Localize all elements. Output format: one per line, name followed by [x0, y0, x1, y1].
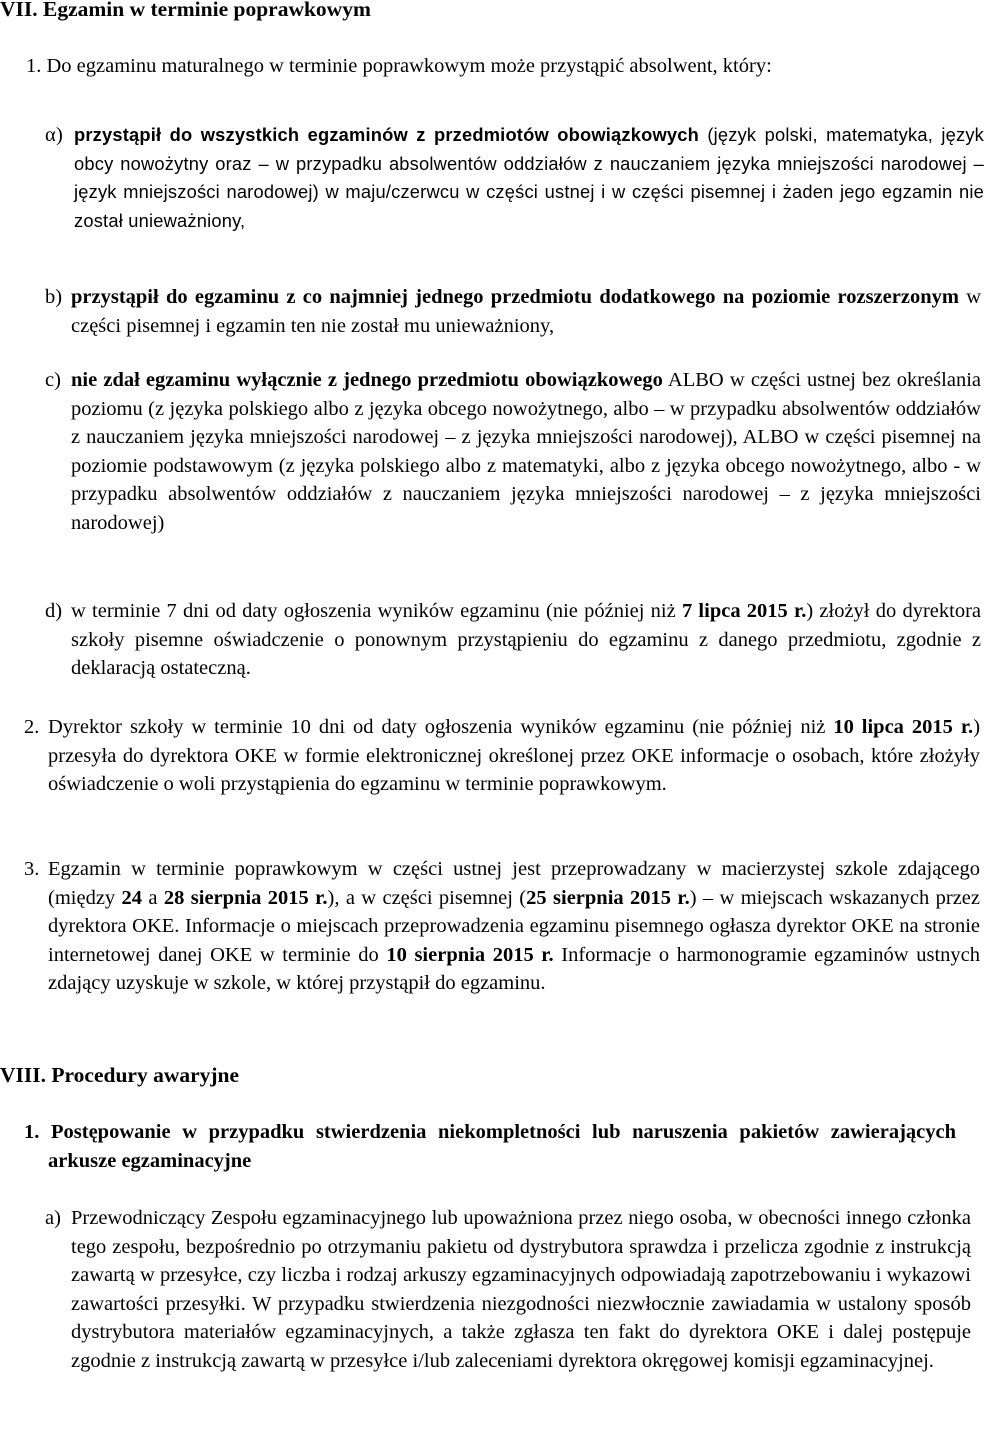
- condition-text: ) złożył do dyrektora szkoły pisemne oświadczenie o ponownym przystąpieniu do egzaminu z danego przedmiotu, zgodnie z deklaracją ostateczną.: [71, 600, 981, 680]
- exam-date: 25 sierpnia 2015 r.: [526, 886, 690, 909]
- section-7-title: VII. Egzamin w terminie poprawkowym: [0, 0, 371, 21]
- point-text: ), a w części pisemnej (: [327, 886, 527, 909]
- condition-label: α): [45, 124, 63, 146]
- procedure-step-a: [45, 1204, 971, 1376]
- condition-text: ALBO w części ustnej bez określania poziomu (z języka polskiego albo z języka obcego nowożytnego, albo – w przypadku absolwentów oddziałów z nauczaniem języka mniejszości narodowej – z języka mniejszości narodowej), ALBO w części pisemnej na poziomie podstawowym (z języka polskiego albo z matematyki, albo z języka obcego nowożytnego, albo - w przypadku absolwentów oddziałów z nauczaniem języka mniejszości narodowej – z języka mniejszości narodowej): [71, 369, 981, 534]
- condition-bold-text: przystąpił do wszystkich egzaminów z przedmiotów obowiązkowych: [74, 124, 699, 145]
- section-8-point-1-heading: [24, 1118, 956, 1175]
- deadline-date: 10 lipca 2015 r.: [833, 716, 974, 738]
- point-text: ) przesyła do dyrektora OKE w formie elektronicznej określonej przez OKE informacje o osobach, które złożyły oświadczenie o woli przystąpienia do egzaminu w terminie poprawkowym.: [48, 716, 981, 796]
- exam-date: 28 sierpnia 2015 r.: [163, 886, 328, 909]
- section-7-point-3: [24, 855, 980, 998]
- condition-bold-text: nie zdał egzaminu wyłącznie z jednego przedmiotu obowiązkowego: [71, 369, 663, 391]
- point-text: Egzamin w terminie poprawkowym w części ustnej jest przeprowadzany w macierzystej szkole zdającego (między: [48, 858, 980, 909]
- condition-alpha: [45, 121, 984, 235]
- condition-text: w terminie 7 dni od daty ogłoszenia wyników egzaminu (nie później niż: [71, 600, 682, 622]
- procedure-heading: 1. Postępowanie w przypadku stwierdzenia niekompletności lub naruszenia pakietów zawierających arkusze egzaminacyjne: [24, 1121, 956, 1172]
- condition-d: [45, 597, 981, 683]
- exam-date: 24: [121, 886, 143, 909]
- condition-label: c): [45, 369, 61, 391]
- point-number: 2.: [24, 716, 40, 738]
- deadline-date: 10 sierpnia 2015 r.: [386, 943, 554, 966]
- step-text: Przewodniczący Zespołu egzaminacyjnego lub upoważniona przez niego osoba, w obecności innego członka tego zespołu, bezpośrednio po otrzymaniu pakietu od dystrybutora sprawdza i przelicza zgodnie z instrukcją zawartą w przesyłce, czy liczba i rodzaj arkuszy egzaminacyjnych odpowiadają zapotrzebowaniu i wykazowi zawartości przesyłki. W przypadku stwierdzenia niezgodności niezwłocznie zawiadamia w ustalony sposób dystrybutora materiałów egzaminacyjnych, a także zgłasza ten fakt do dyrektora OKE i dalej postępuje zgodnie z instrukcją zawartą w przesyłce i/lub zaleceniami dyrektora okręgowej komisji egzaminacyjnej.: [71, 1207, 971, 1372]
- point-number: 3.: [24, 858, 40, 880]
- condition-b: [45, 283, 981, 340]
- point-text: a: [142, 886, 164, 909]
- condition-bold-text: przystąpił do egzaminu z co najmniej jednego przedmiotu dodatkowego na poziomie rozszerzonym: [71, 286, 959, 308]
- point-text: ) – w miejscach wskazanych przez dyrektora OKE. Informacje o miejscach przeprowadzenia egzaminu pisemnego ogłasza dyrektor OKE na stronie internetowej danej OKE w terminie do: [48, 886, 980, 966]
- point-number: 1.: [26, 55, 42, 77]
- point-text: Informacje o harmonogramie egzaminów ustnych zdający uzyskuje w szkole, w której przystąpił do egzaminu.: [48, 943, 980, 995]
- point-text: Dyrektor szkoły w terminie 10 dni od daty ogłoszenia wyników egzaminu (nie później niż: [48, 716, 834, 738]
- condition-label: b): [45, 286, 63, 308]
- point-text: Do egzaminu maturalnego w terminie poprawkowym może przystąpić absolwent, który:: [46, 55, 772, 77]
- section-7-point-1: [26, 52, 946, 81]
- condition-text: w części pisemnej i egzamin ten nie został mu unieważniony,: [71, 286, 981, 337]
- step-label: a): [45, 1207, 61, 1229]
- condition-label: d): [45, 600, 63, 622]
- section-8-title: VIII. Procedury awaryjne: [0, 1063, 240, 1087]
- condition-c: [45, 366, 981, 538]
- section-7-point-2: [24, 713, 980, 799]
- deadline-date: 7 lipca 2015 r.: [681, 600, 807, 622]
- condition-text: (język polski, matematyka, język obcy nowożytny oraz – w przypadku absolwentów oddziałów z nauczaniem języka mniejszości narodowej – język mniejszości narodowej) w maju/czerwcu w części ustnej i w części pisemnej i żaden jego egzamin nie został unieważniony,: [74, 124, 984, 231]
